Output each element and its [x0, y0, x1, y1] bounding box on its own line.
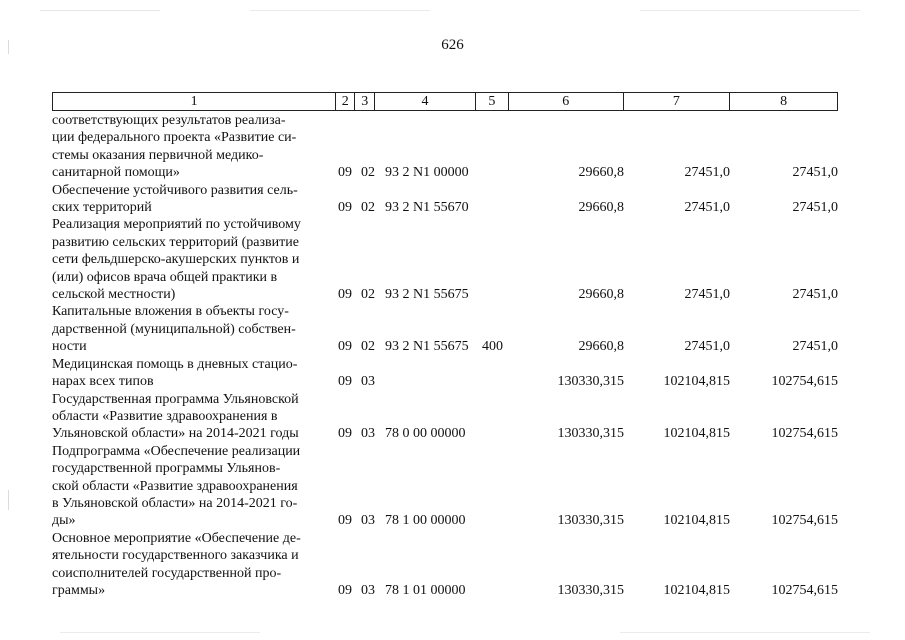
header-col-1: 1: [53, 93, 336, 110]
description-line: ции федерального проекта «Развитие си-: [52, 130, 297, 146]
amount-col-7: 102104,815: [663, 426, 730, 442]
amount-col-6: 130330,315: [557, 374, 624, 390]
target-article-code: 93 2 N1 00000: [385, 165, 469, 181]
section-code: 09: [338, 165, 352, 181]
description-line: Государственная программа Ульяновской: [52, 391, 299, 407]
description-line: ской области «Развитие здравоохранения: [52, 478, 298, 494]
description-line: Капитальные вложения в объекты госу-: [52, 304, 289, 320]
description-line: Реализация мероприятий по устойчивому: [52, 217, 301, 233]
description-line: нарах всех типов: [52, 374, 154, 390]
amount-col-7: 27451,0: [684, 339, 730, 355]
header-col-4: 4: [375, 93, 476, 110]
page-number: 626: [441, 37, 464, 53]
target-article-code: 78 1 00 00000: [385, 513, 466, 529]
target-article-code: 93 2 N1 55670: [385, 200, 469, 216]
description-line: области «Развитие здравоохранения в: [52, 408, 278, 424]
amount-col-7: 27451,0: [684, 165, 730, 181]
amount-col-8: 102754,615: [771, 513, 838, 529]
table-row: [52, 391, 838, 443]
target-article-code: 78 0 00 00000: [385, 426, 466, 442]
amount-col-7: 102104,815: [663, 513, 730, 529]
section-code: 09: [338, 513, 352, 529]
description-line: соисполнителей государственной про-: [52, 565, 282, 581]
section-code: 09: [338, 426, 352, 442]
amount-col-6: 130330,315: [557, 582, 624, 598]
subsection-code: 02: [361, 287, 375, 303]
table-row: [52, 216, 838, 303]
table-row: [52, 182, 838, 217]
amount-col-6: 29660,8: [578, 165, 624, 181]
header-col-2: 2: [336, 93, 355, 110]
subsection-code: 03: [361, 582, 375, 598]
description-line: ды»: [52, 513, 76, 529]
description-line: ятельности государственного заказчика и: [52, 548, 299, 564]
section-code: 09: [338, 200, 352, 216]
table-header: [52, 92, 838, 111]
description-line: дарственной (муниципальной) собствен-: [52, 321, 296, 337]
target-article-code: 93 2 N1 55675: [385, 287, 469, 303]
amount-col-8: 27451,0: [792, 339, 838, 355]
amount-col-6: 130330,315: [557, 513, 624, 529]
description-line: Медицинская помощь в дневных стацио-: [52, 356, 298, 372]
description-line: стемы оказания первичной медико-: [52, 147, 264, 163]
table-row: [52, 443, 838, 530]
table-row: [52, 356, 838, 391]
expense-type-code: 400: [482, 339, 503, 355]
amount-col-8: 102754,615: [771, 374, 838, 390]
description-line: развитию сельских территорий (развитие: [52, 234, 299, 250]
subsection-code: 02: [361, 339, 375, 355]
description-line: санитарной помощи»: [52, 165, 180, 181]
amount-col-6: 29660,8: [578, 339, 624, 355]
header-col-8: 8: [780, 93, 788, 109]
subsection-code: 03: [361, 374, 375, 390]
header-col-6: 6: [509, 93, 624, 110]
description-line: (или) офисов врача общей практики в: [52, 269, 278, 285]
description-line: сети фельдшерско-акушерских пунктов и: [52, 252, 300, 268]
description-line: в Ульяновской области» на 2014-2021 го-: [52, 495, 298, 511]
amount-col-7: 27451,0: [684, 287, 730, 303]
section-code: 09: [338, 339, 352, 355]
amount-col-6: 130330,315: [557, 426, 624, 442]
description-line: Подпрограмма «Обеспечение реализации: [52, 443, 301, 459]
header-col-3: 3: [355, 93, 375, 110]
description-line: государственной программы Ульянов-: [52, 461, 281, 477]
description-line: Основное мероприятие «Обеспечение де-: [52, 530, 301, 546]
amount-col-6: 29660,8: [578, 200, 624, 216]
amount-col-8: 27451,0: [792, 200, 838, 216]
description-line: сельской местности): [52, 287, 176, 303]
description-line: граммы»: [52, 582, 106, 598]
subsection-code: 02: [361, 165, 375, 181]
description-line: Обеспечение устойчивого развития сель-: [52, 182, 298, 198]
amount-col-7: 102104,815: [663, 374, 730, 390]
table-row: [52, 530, 838, 600]
header-col-5: 5: [476, 93, 509, 110]
description-line: ских территорий: [52, 200, 152, 216]
target-article-code: 93 2 N1 55675: [385, 339, 469, 355]
description-line: соответствующих результатов реализа-: [52, 113, 286, 128]
table-row: [52, 303, 838, 355]
description-line: ности: [52, 339, 87, 355]
amount-col-8: 27451,0: [792, 287, 838, 303]
amount-col-7: 27451,0: [684, 200, 730, 216]
target-article-code: 78 1 01 00000: [385, 582, 466, 598]
subsection-code: 02: [361, 200, 375, 216]
description-line: Ульяновской области» на 2014-2021 годы: [52, 426, 299, 442]
section-code: 09: [338, 374, 352, 390]
amount-col-7: 102104,815: [663, 582, 730, 598]
section-code: 09: [338, 582, 352, 598]
section-code: 09: [338, 287, 352, 303]
subsection-code: 03: [361, 513, 375, 529]
amount-col-8: 102754,615: [771, 426, 838, 442]
amount-col-6: 29660,8: [578, 287, 624, 303]
header-col-7: 7: [624, 93, 731, 110]
table-body: [52, 112, 838, 599]
amount-col-8: 102754,615: [771, 582, 838, 598]
amount-col-8: 27451,0: [792, 165, 838, 181]
subsection-code: 03: [361, 426, 375, 442]
table-row: [52, 112, 838, 182]
